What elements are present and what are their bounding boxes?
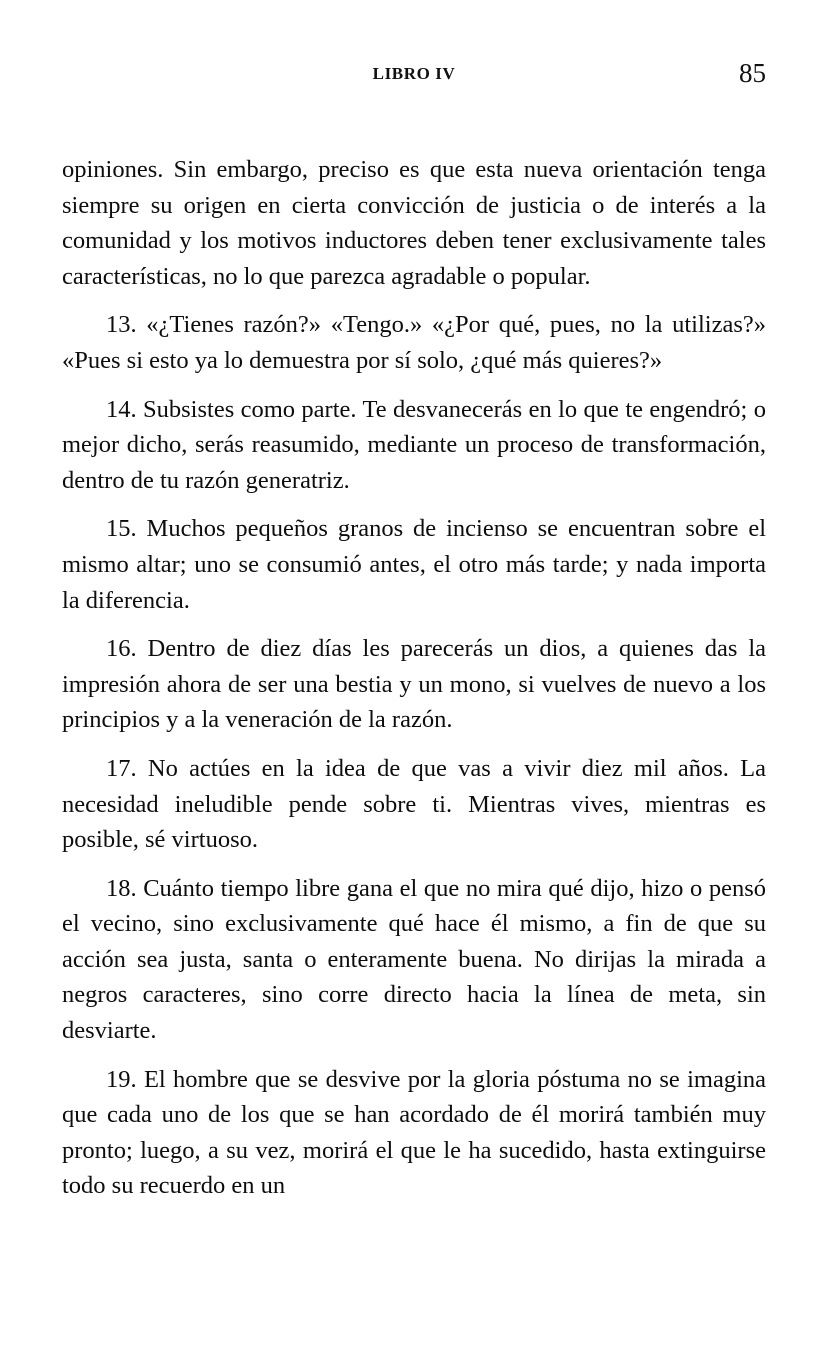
running-head: LIBRO IV <box>372 64 456 83</box>
paragraph: 19. El hombre que se desvive por la gloria póstuma no se imagina que cada uno de los que se han acordado de él morirá también muy pronto; luego, a su vez, morirá el que le ha sucedido, hasta extinguirse todo su recuerdo en un <box>62 1065 766 1200</box>
page-number: 85 <box>739 58 766 88</box>
paragraph: 14. Subsistes como parte. Te desvanecerás en lo que te engendró; o mejor dicho, serás reasumido, mediante un proceso de transformación, dentro de tu razón generatriz. <box>62 395 766 494</box>
paragraph: opiniones. Sin embargo, preciso es que esta nueva orientación tenga siempre su origen en cierta convicción de justicia o de interés a la comunidad y los motivos inductores deben tener exclusivamente tales características, no lo que parezca agradable o popular. <box>62 156 766 290</box>
page-header <box>62 58 766 92</box>
paragraph: 13. «¿Tienes razón?» «Tengo.» «¿Por qué, pues, no la utilizas?» «Pues si esto ya lo demuestra por sí solo, ¿qué más quieres?» <box>62 311 766 374</box>
paragraph: 17. No actúes en la idea de que vas a vivir diez mil años. La necesidad ineludible pende sobre ti. Mientras vives, mientras es posible, sé virtuoso. <box>62 754 766 854</box>
paragraph: 18. Cuánto tiempo libre gana el que no mira qué dijo, hizo o pensó el vecino, sino exclusivamente qué hace él mismo, a fin de que su acción sea justa, santa o enteramente buena. No dirijas la mirada a negros caracteres, sino corre directo hacia la línea de meta, sin desviarte. <box>62 874 766 1045</box>
body-text <box>62 152 766 1204</box>
paragraph: 15. Muchos pequeños granos de incienso se encuentran sobre el mismo altar; uno se consumió antes, el otro más tarde; y nada importa la diferencia. <box>62 515 766 614</box>
paragraph: 16. Dentro de diez días les parecerás un dios, a quienes das la impresión ahora de ser una bestia y un mono, si vuelves de nuevo a los principios y a la veneración de la razón. <box>62 635 766 734</box>
